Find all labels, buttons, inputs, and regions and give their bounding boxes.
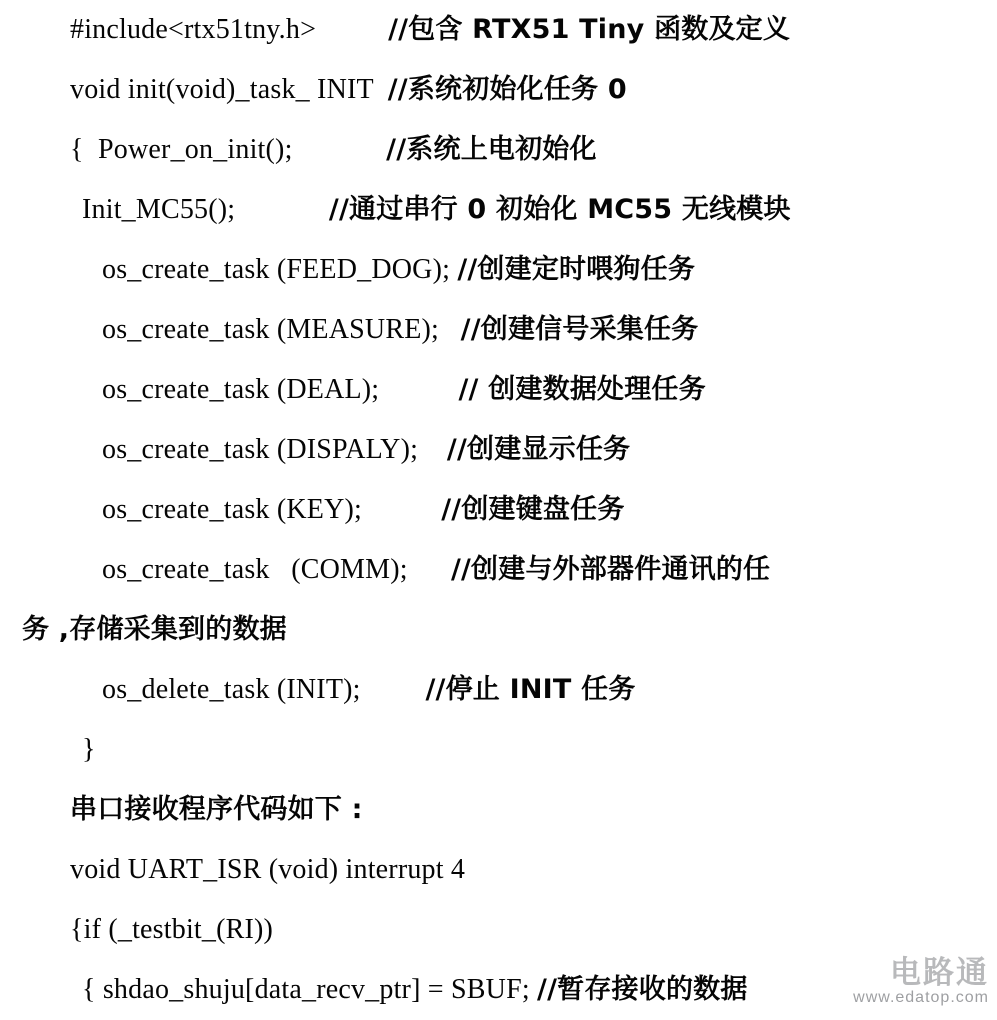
- code-comment: //创建信号采集任务: [460, 314, 699, 345]
- code-line: [0, 900, 997, 960]
- code-line: [0, 240, 997, 300]
- code-comment: 务 ,存储采集到的数据: [22, 614, 287, 645]
- code-spacer: [373, 74, 387, 105]
- code-text: os_delete_task (INIT);: [102, 674, 361, 705]
- code-spacer: [316, 14, 388, 45]
- code-spacer: [418, 434, 447, 465]
- code-spacer: [362, 494, 441, 525]
- code-text: os_create_task (MEASURE);: [102, 314, 440, 345]
- code-spacer: [439, 314, 461, 345]
- code-line: [0, 660, 997, 720]
- code-text: { Power_on_init();: [70, 134, 293, 165]
- code-text: os_create_task (DEAL);: [102, 374, 380, 405]
- code-text: os_create_task (DISPALY);: [102, 434, 419, 465]
- code-line: [0, 960, 997, 1020]
- code-spacer: [530, 974, 537, 1005]
- code-text: void init(void)_task_ INIT: [70, 74, 374, 105]
- code-line: [0, 600, 997, 660]
- code-comment: //暂存接收的数据: [537, 974, 748, 1005]
- code-line: [0, 360, 997, 420]
- code-line: [0, 540, 997, 600]
- watermark-secondary-text: www.edatop.com: [853, 989, 989, 1006]
- code-text: {if (_testbit_(RI)): [70, 914, 274, 945]
- code-text: Init_MC55();: [82, 194, 236, 225]
- code-line: [0, 840, 997, 900]
- code-spacer: [408, 554, 451, 585]
- code-comment: //创建与外部器件通讯的任: [450, 554, 771, 585]
- code-spacer: [235, 194, 329, 225]
- code-text: }: [82, 734, 96, 765]
- code-line: [0, 120, 997, 180]
- code-line: [0, 480, 997, 540]
- code-text: { shdao_shuju[data_recv_ptr] = SBUF;: [82, 974, 530, 1005]
- code-comment: //创建显示任务: [446, 434, 631, 465]
- code-text: os_create_task (COMM);: [102, 554, 408, 585]
- code-line: [0, 60, 997, 120]
- code-line: [0, 780, 997, 840]
- code-comment: //创建键盘任务: [441, 494, 625, 525]
- code-text: os_create_task (KEY);: [102, 494, 362, 525]
- code-text: os_create_task (FEED_DOG);: [102, 254, 451, 285]
- code-comment: //包含 RTX51 Tiny 函数及定义: [388, 14, 791, 45]
- watermark-primary-text: 电路通: [890, 955, 989, 991]
- code-text: #include<rtx51tny.h>: [70, 14, 317, 45]
- code-line: [0, 0, 997, 60]
- code-comment: //创建定时喂狗任务: [457, 254, 696, 285]
- code-line: [0, 180, 997, 240]
- code-comment: //系统初始化任务 0: [387, 74, 627, 105]
- code-comment: //通过串行 0 初始化 MC55 无线模块: [328, 194, 791, 225]
- code-spacer: [379, 374, 458, 405]
- code-comment: //系统上电初始化: [386, 134, 597, 165]
- code-spacer: [361, 674, 426, 705]
- code-text: void UART_ISR (void) interrupt 4: [70, 854, 466, 885]
- code-comment: 串口接收程序代码如下 :: [70, 794, 363, 825]
- code-line: [0, 300, 997, 360]
- code-comment: //停止 INIT 任务: [425, 674, 636, 705]
- code-line: [0, 720, 997, 780]
- code-spacer: [293, 134, 387, 165]
- code-comment: // 创建数据处理任务: [458, 374, 706, 405]
- code-line: [0, 420, 997, 480]
